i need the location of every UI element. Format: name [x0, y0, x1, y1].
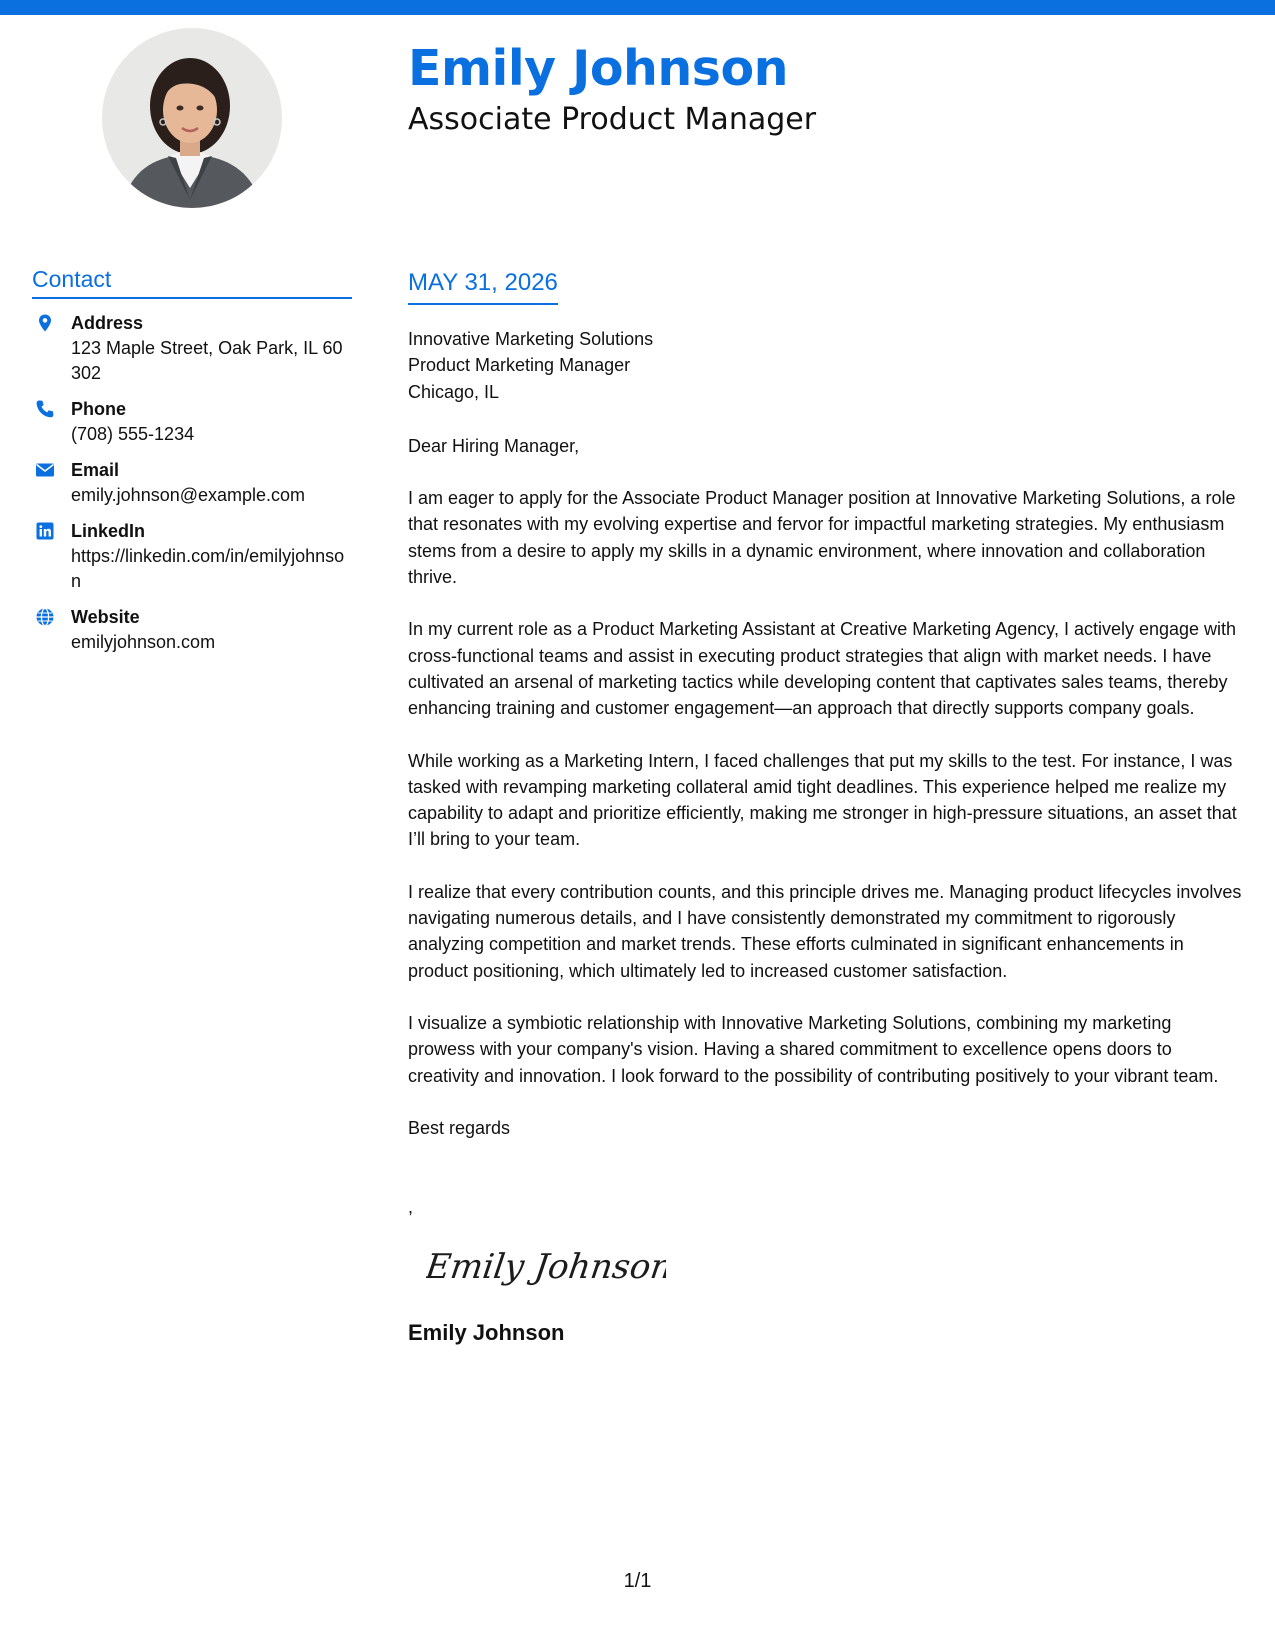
closing-comma: ,: [408, 1197, 414, 1218]
contact-sidebar: [32, 266, 352, 666]
phone-icon: [35, 399, 55, 419]
closing: Best regards: [408, 1117, 511, 1138]
applicant-name: Emily Johnson: [408, 40, 788, 97]
recipient-position: Product Marketing Manager: [408, 355, 631, 376]
letter-body: [408, 268, 1243, 1347]
recipient-company: Innovative Marketing Solutions: [408, 329, 654, 349]
recipient-block: [408, 326, 1243, 405]
phone-value: (708) 555-1234: [71, 424, 195, 444]
letter-date: MAY 31, 2026: [408, 268, 558, 305]
profile-photo: [102, 28, 282, 208]
signer-name: Emily Johnson: [408, 1320, 565, 1346]
envelope-icon: [35, 460, 55, 480]
contact-label: Address: [71, 313, 144, 333]
website-value: emilyjohnson.com: [71, 632, 216, 652]
signature-image: [426, 1238, 666, 1298]
contact-item-linkedin: [32, 519, 352, 594]
linkedin-value: https://linkedin.com/in/emilyjohnson: [71, 546, 345, 591]
letter-paragraph: While working as a Marketing Intern, I faced challenges that put my skills to the test. For instance, I was tasked with revamping marketing collateral amid tight deadlines. This experience helped me realize my capability to adapt and prioritize efficiently, making me stronger in high-pressure situations, an asset that I’ll bring to your team.: [408, 750, 1237, 850]
email-value: emily.johnson@example.com: [71, 485, 306, 505]
avatar: [102, 28, 282, 208]
contact-item-email: [32, 458, 352, 508]
location-pin-icon: [35, 313, 55, 333]
contact-label: Email: [71, 460, 120, 480]
contact-label: LinkedIn: [71, 521, 146, 541]
recipient-location: Chicago, IL: [408, 381, 500, 402]
linkedin-icon: [35, 521, 55, 541]
contact-item-phone: [32, 397, 352, 447]
contact-heading: Contact: [32, 266, 352, 299]
letter-paragraph: I visualize a symbiotic relationship with Innovative Marketing Solutions, combining my marketing prowess with your company's vision. Having a shared commitment to excellence opens doors to creativity and innovation. I look forward to the possibility of contributing positively to your vibrant team.: [408, 1012, 1219, 1086]
contact-label: Phone: [71, 399, 127, 419]
applicant-title: Associate Product Manager: [408, 102, 817, 137]
contact-label: Website: [71, 607, 140, 627]
letter-paragraph: In my current role as a Product Marketing Assistant at Creative Marketing Agency, I actively engage with cross-functional teams and assist in executing product strategies that align with market needs. I have cultivated an arsenal of marketing tactics while developing content that captivates sales teams, thereby enhancing training and customer engagement—an approach that directly supports company goals.: [408, 619, 1237, 719]
address-value: 123 Maple Street, Oak Park, IL 60302: [71, 338, 343, 383]
top-accent-bar: [0, 0, 1275, 15]
salutation: Dear Hiring Manager,: [408, 435, 580, 456]
page-number: 1/1: [623, 1570, 652, 1592]
contact-item-website: [32, 605, 352, 655]
globe-icon: [35, 607, 55, 627]
letter-paragraph: I realize that every contribution counts, and this principle drives me. Managing product lifecycles involves navigating numerous details, and I have consistently demonstrated my commitment to rigorously analyzing competition and market trends. These efforts culminated in significant enhancements in product positioning, which ultimately led to increased customer satisfaction.: [408, 881, 1242, 981]
contact-item-address: [32, 311, 352, 386]
letter-paragraph: I am eager to apply for the Associate Product Manager position at Innovative Marketing Solutions, a role that resonates with my evolving expertise and fervor for impactful marketing strategies. My enthusiasm stems from a desire to apply my skills in a dynamic environment, where innovation and collaboration thrive.: [408, 488, 1236, 588]
signature-text: Emily Johnson: [426, 1247, 666, 1288]
